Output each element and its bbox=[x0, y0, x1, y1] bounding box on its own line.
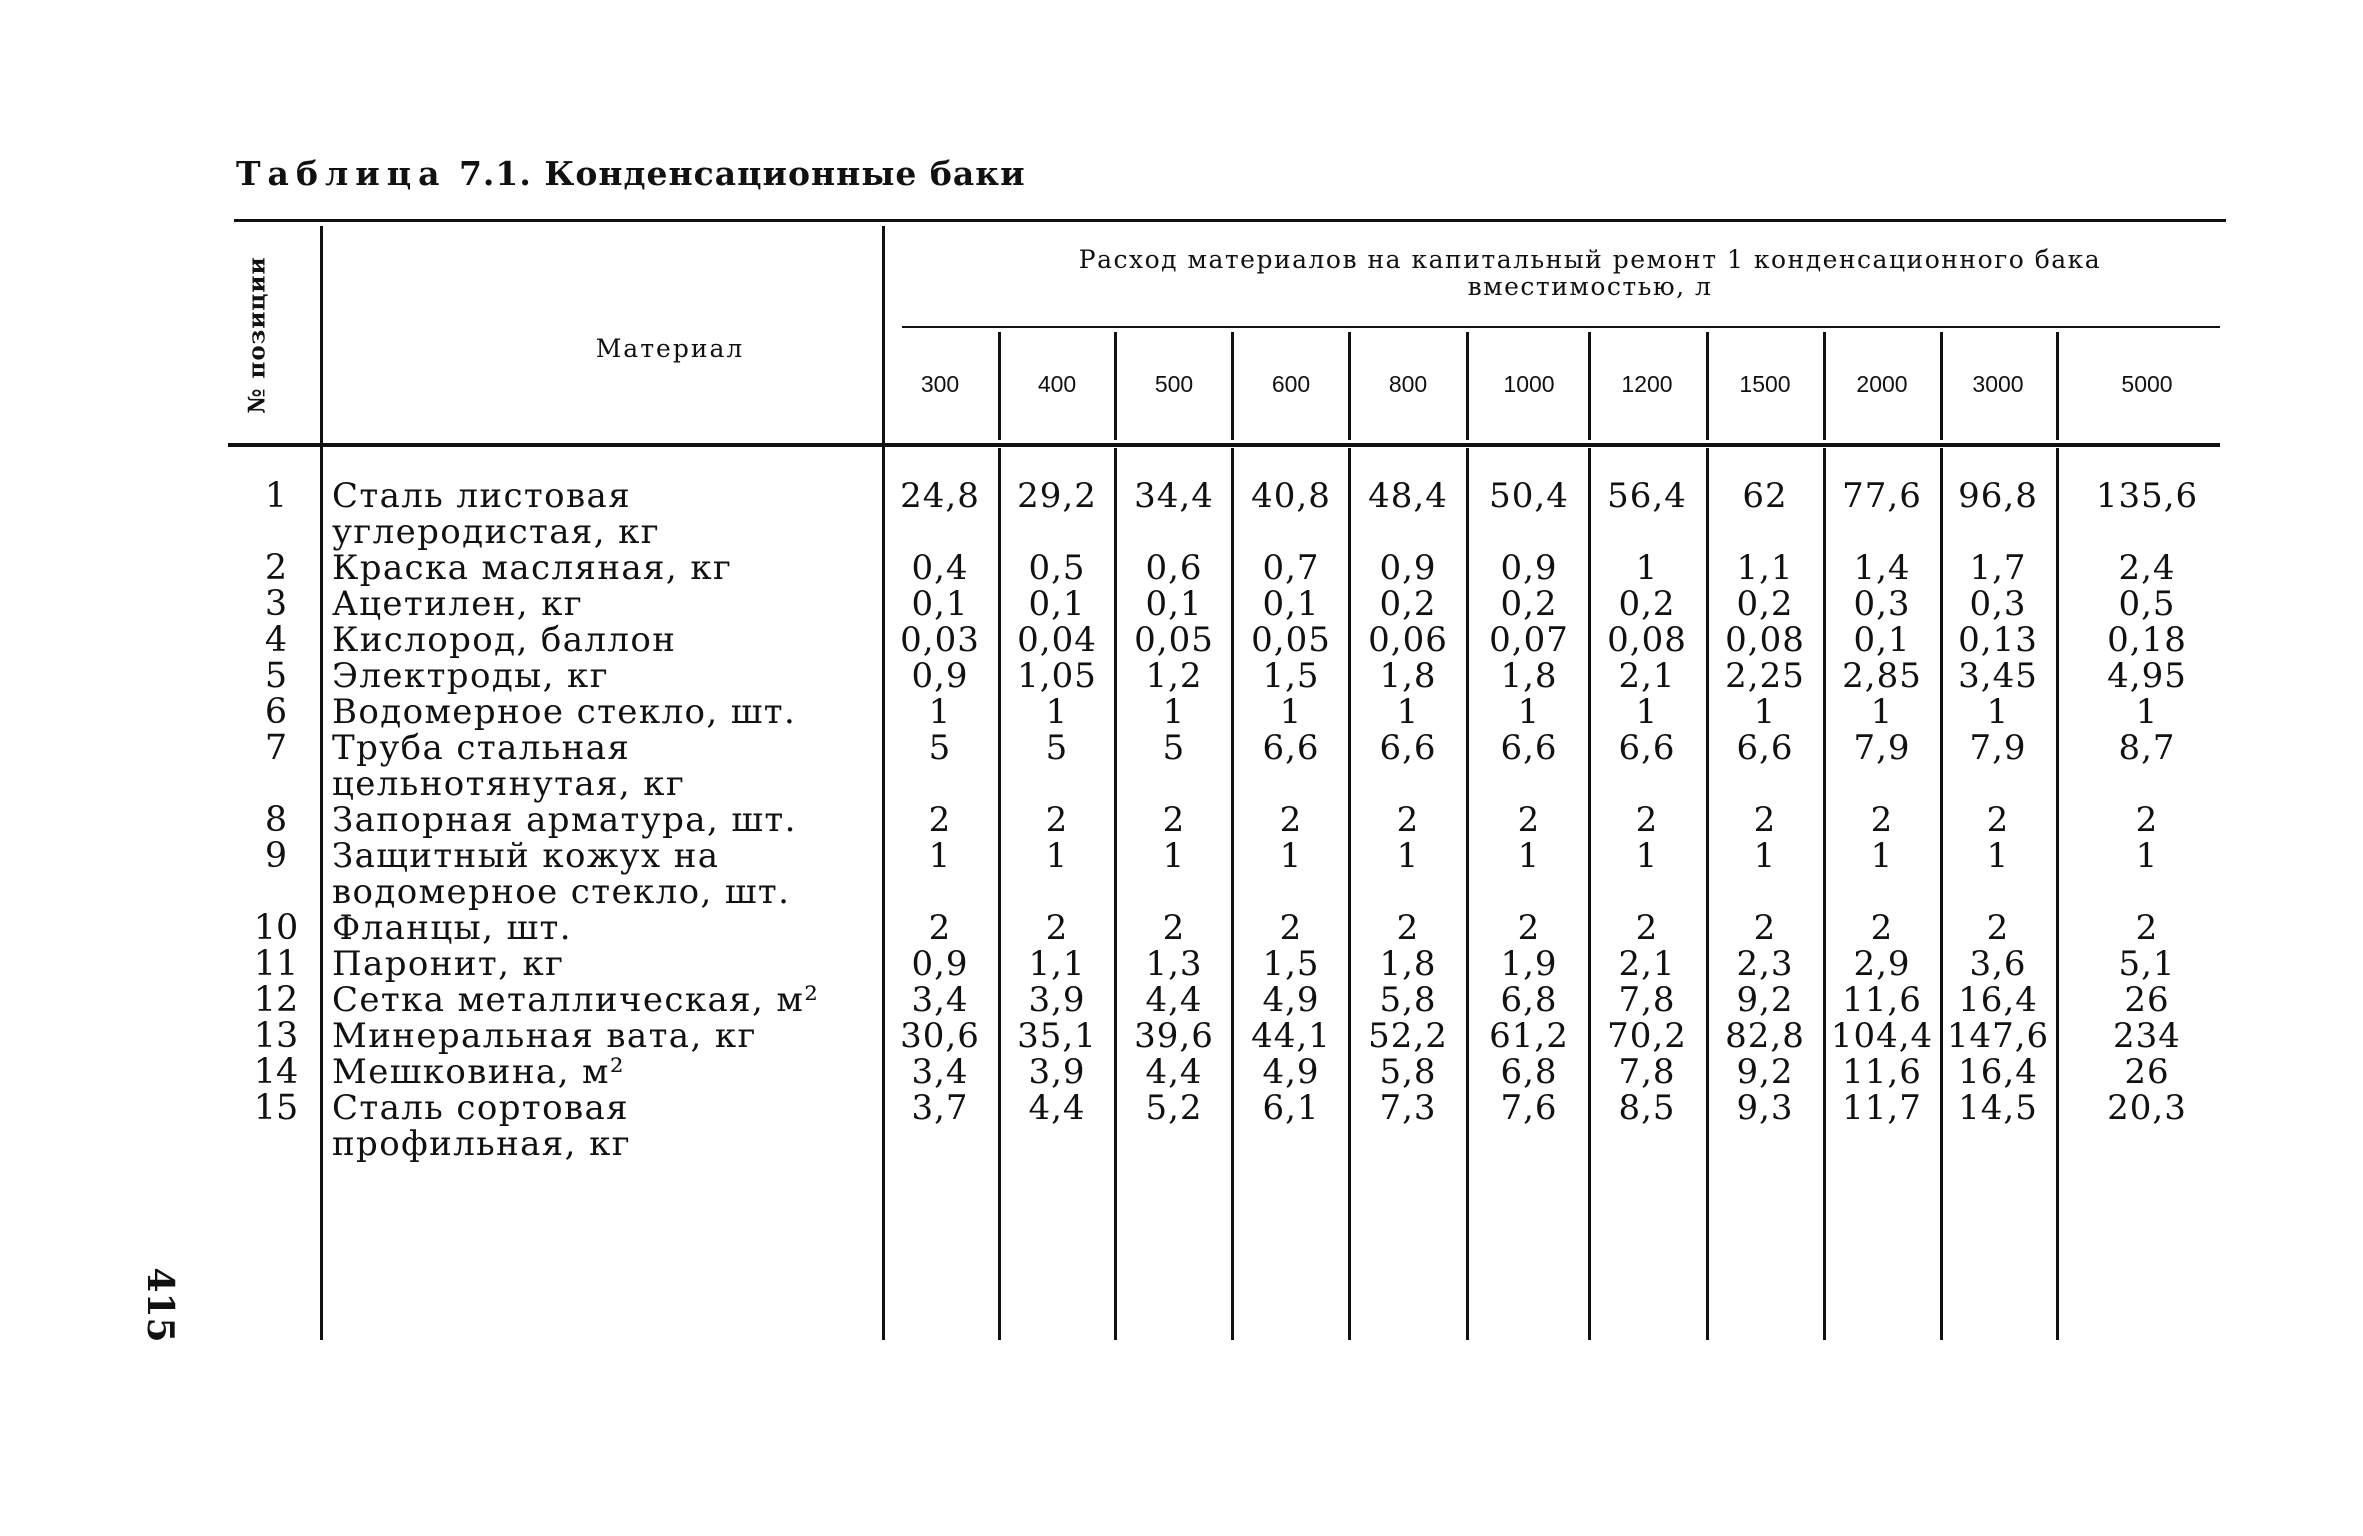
consumption-header-line2: вместимостью, л bbox=[1467, 272, 1713, 301]
value-cell: 2 bbox=[1870, 908, 1894, 948]
value-cell: 82,8 bbox=[1725, 1016, 1805, 1056]
value-cell: 1,3 bbox=[1145, 944, 1203, 984]
row-number: 13 bbox=[253, 1016, 299, 1056]
value-cell: 0,13 bbox=[1958, 620, 2038, 660]
value-cell: 11,6 bbox=[1842, 980, 1922, 1020]
value-cell: 3,4 bbox=[911, 980, 969, 1020]
value-cell: 2,9 bbox=[1853, 944, 1911, 984]
value-cell: 6,6 bbox=[1262, 728, 1320, 768]
value-cell: 0,9 bbox=[1500, 548, 1558, 588]
material-name: Кислород, баллон bbox=[332, 620, 677, 660]
value-cell: 0,08 bbox=[1725, 620, 1805, 660]
value-cell: 1 bbox=[1279, 836, 1303, 876]
volume-header: 1000 bbox=[1503, 371, 1555, 397]
value-cell: 77,6 bbox=[1842, 476, 1922, 516]
value-cell: 3,9 bbox=[1028, 1052, 1086, 1092]
value-cell: 3,4 bbox=[911, 1052, 969, 1092]
volume-header: 400 bbox=[1037, 371, 1077, 397]
row-number: 7 bbox=[264, 728, 288, 768]
material-column-header: Материал bbox=[595, 334, 745, 363]
volume-header: 500 bbox=[1154, 371, 1194, 397]
value-cell: 2,4 bbox=[2118, 548, 2176, 588]
value-cell: 0,2 bbox=[1500, 584, 1558, 624]
value-cell: 70,2 bbox=[1607, 1016, 1687, 1056]
value-cell: 1 bbox=[928, 836, 952, 876]
row-number: 8 bbox=[264, 800, 288, 840]
value-cell: 96,8 bbox=[1958, 476, 2038, 516]
value-cell: 7,3 bbox=[1379, 1088, 1437, 1128]
value-cell: 1 bbox=[1162, 836, 1186, 876]
value-cell: 16,4 bbox=[1958, 1052, 2038, 1092]
value-cell: 6,6 bbox=[1736, 728, 1794, 768]
value-cell: 4,4 bbox=[1145, 980, 1203, 1020]
value-cell: 0,05 bbox=[1251, 620, 1331, 660]
value-cell: 2 bbox=[1635, 908, 1659, 948]
value-cell: 5,8 bbox=[1379, 1052, 1437, 1092]
value-cell: 9,2 bbox=[1736, 980, 1794, 1020]
value-cell: 11,7 bbox=[1842, 1088, 1922, 1128]
value-cell: 4,9 bbox=[1262, 1052, 1320, 1092]
value-cell: 0,6 bbox=[1145, 548, 1203, 588]
value-cell: 24,8 bbox=[900, 476, 980, 516]
top-rule bbox=[234, 219, 2226, 222]
value-cell: 40,8 bbox=[1251, 476, 1331, 516]
value-cell: 0,7 bbox=[1262, 548, 1320, 588]
value-cell: 8,5 bbox=[1618, 1088, 1676, 1128]
volume-header: 1500 bbox=[1739, 371, 1791, 397]
volume-header: 600 bbox=[1271, 371, 1311, 397]
value-cell: 0,1 bbox=[1853, 620, 1911, 660]
value-cell: 0,4 bbox=[911, 548, 969, 588]
value-cell: 2 bbox=[1396, 800, 1420, 840]
value-cell: 0,9 bbox=[911, 944, 969, 984]
value-cell: 5 bbox=[1045, 728, 1069, 768]
column-divider bbox=[998, 332, 1001, 440]
value-cell: 62 bbox=[1742, 476, 1788, 516]
table-title-text: 7.1. Конденсационные баки bbox=[458, 154, 1026, 193]
value-cell: 104,4 bbox=[1830, 1016, 1934, 1056]
value-cell: 61,2 bbox=[1489, 1016, 1569, 1056]
value-cell: 44,1 bbox=[1251, 1016, 1331, 1056]
value-cell: 0,07 bbox=[1489, 620, 1569, 660]
material-name: Сталь сортовая профильная, кг bbox=[332, 1088, 631, 1164]
value-cell: 1 bbox=[1279, 692, 1303, 732]
value-cell: 14,5 bbox=[1958, 1088, 2038, 1128]
value-cell: 9,2 bbox=[1736, 1052, 1794, 1092]
value-cell: 5,1 bbox=[2118, 944, 2176, 984]
value-cell: 1 bbox=[1396, 692, 1420, 732]
value-cell: 16,4 bbox=[1958, 980, 2038, 1020]
value-cell: 29,2 bbox=[1017, 476, 1097, 516]
value-cell: 35,1 bbox=[1017, 1016, 1097, 1056]
value-cell: 0,05 bbox=[1134, 620, 1214, 660]
volume-header: 2000 bbox=[1856, 371, 1908, 397]
value-cell: 1 bbox=[2135, 836, 2159, 876]
value-cell: 7,9 bbox=[1969, 728, 2027, 768]
value-cell: 4,4 bbox=[1145, 1052, 1203, 1092]
value-cell: 1 bbox=[1986, 836, 2010, 876]
row-number: 4 bbox=[264, 620, 288, 660]
value-cell: 0,2 bbox=[1618, 584, 1676, 624]
material-name: Электроды, кг bbox=[332, 656, 609, 696]
value-cell: 2,3 bbox=[1736, 944, 1794, 984]
value-cell: 1 bbox=[928, 692, 952, 732]
value-cell: 2 bbox=[1396, 908, 1420, 948]
material-name: Мешковина, м² bbox=[332, 1052, 625, 1092]
column-divider bbox=[1706, 332, 1709, 440]
value-cell: 2 bbox=[2135, 908, 2159, 948]
value-cell: 5,8 bbox=[1379, 980, 1437, 1020]
value-cell: 6,6 bbox=[1379, 728, 1437, 768]
header-bottom-rule bbox=[228, 443, 2220, 447]
value-cell: 2,1 bbox=[1618, 944, 1676, 984]
material-name: Краска масляная, кг bbox=[332, 548, 733, 588]
column-divider bbox=[1231, 332, 1234, 440]
value-cell: 3,45 bbox=[1958, 656, 2038, 696]
volume-header: 300 bbox=[920, 371, 960, 397]
value-cell: 11,6 bbox=[1842, 1052, 1922, 1092]
value-cell: 4,95 bbox=[2107, 656, 2187, 696]
row-number: 11 bbox=[253, 944, 299, 984]
value-cell: 1,05 bbox=[1017, 656, 1097, 696]
row-number: 6 bbox=[264, 692, 288, 732]
value-cell: 5 bbox=[1162, 728, 1186, 768]
value-cell: 1 bbox=[1635, 692, 1659, 732]
value-cell: 2 bbox=[1162, 908, 1186, 948]
value-cell: 26 bbox=[2124, 980, 2170, 1020]
column-divider bbox=[2056, 332, 2059, 440]
value-cell: 56,4 bbox=[1607, 476, 1687, 516]
material-name: Сетка металлическая, м² bbox=[332, 980, 820, 1020]
value-cell: 7,8 bbox=[1618, 1052, 1676, 1092]
value-cell: 1 bbox=[1986, 692, 2010, 732]
material-name: Сталь листовая углеродистая, кг bbox=[332, 476, 661, 552]
value-cell: 1,5 bbox=[1262, 944, 1320, 984]
material-name: Паронит, кг bbox=[332, 944, 565, 984]
value-cell: 2 bbox=[1870, 800, 1894, 840]
value-cell: 1,7 bbox=[1969, 548, 2027, 588]
value-cell: 1 bbox=[1396, 836, 1420, 876]
value-cell: 0,2 bbox=[1379, 584, 1437, 624]
value-cell: 1,2 bbox=[1145, 656, 1203, 696]
value-cell: 0,9 bbox=[1379, 548, 1437, 588]
value-cell: 2 bbox=[1635, 800, 1659, 840]
value-cell: 4,4 bbox=[1028, 1088, 1086, 1128]
value-cell: 2 bbox=[1162, 800, 1186, 840]
value-cell: 2 bbox=[1045, 908, 1069, 948]
page-number: 415 bbox=[139, 1267, 181, 1343]
value-cell: 3,7 bbox=[911, 1088, 969, 1128]
column-divider bbox=[1940, 332, 1943, 440]
value-cell: 0,1 bbox=[911, 584, 969, 624]
value-cell: 1,1 bbox=[1028, 944, 1086, 984]
value-cell: 4,9 bbox=[1262, 980, 1320, 1020]
material-name: Водомерное стекло, шт. bbox=[332, 692, 797, 732]
row-number: 3 bbox=[264, 584, 288, 624]
value-cell: 6,6 bbox=[1500, 728, 1558, 768]
value-cell: 7,9 bbox=[1853, 728, 1911, 768]
volume-header: 800 bbox=[1388, 371, 1428, 397]
value-cell: 2 bbox=[928, 908, 952, 948]
value-cell: 1,8 bbox=[1379, 944, 1437, 984]
value-cell: 2,1 bbox=[1618, 656, 1676, 696]
value-cell: 0,3 bbox=[1969, 584, 2027, 624]
value-cell: 7,8 bbox=[1618, 980, 1676, 1020]
value-cell: 6,6 bbox=[1618, 728, 1676, 768]
value-cell: 0,1 bbox=[1262, 584, 1320, 624]
value-cell: 48,4 bbox=[1368, 476, 1448, 516]
row-number: 2 bbox=[264, 548, 288, 588]
material-name: Ацетилен, кг bbox=[332, 584, 584, 624]
value-cell: 1,5 bbox=[1262, 656, 1320, 696]
value-cell: 2,25 bbox=[1725, 656, 1805, 696]
value-cell: 0,08 bbox=[1607, 620, 1687, 660]
value-cell: 6,8 bbox=[1500, 980, 1558, 1020]
value-cell: 3,9 bbox=[1028, 980, 1086, 1020]
row-number: 5 bbox=[264, 656, 288, 696]
value-cell: 2,85 bbox=[1842, 656, 1922, 696]
value-cell: 1 bbox=[2135, 692, 2159, 732]
value-cell: 0,3 bbox=[1853, 584, 1911, 624]
value-cell: 8,7 bbox=[2118, 728, 2176, 768]
value-cell: 30,6 bbox=[900, 1016, 980, 1056]
table-title-label: Таблица bbox=[236, 154, 447, 193]
column-divider bbox=[320, 226, 323, 1340]
position-column-header: № позиции bbox=[243, 256, 271, 414]
value-cell: 1 bbox=[1517, 692, 1541, 732]
column-divider bbox=[2056, 448, 2059, 1340]
value-cell: 5 bbox=[928, 728, 952, 768]
value-cell: 1 bbox=[1045, 836, 1069, 876]
table-title bbox=[236, 154, 1026, 193]
volume-header: 5000 bbox=[2121, 371, 2173, 397]
value-cell: 7,6 bbox=[1500, 1088, 1558, 1128]
value-cell: 0,5 bbox=[2118, 584, 2176, 624]
value-cell: 0,5 bbox=[1028, 548, 1086, 588]
value-cell: 2 bbox=[1517, 908, 1541, 948]
value-cell: 20,3 bbox=[2107, 1088, 2187, 1128]
value-cell: 26 bbox=[2124, 1052, 2170, 1092]
material-name: Фланцы, шт. bbox=[332, 908, 572, 948]
column-divider bbox=[882, 226, 885, 1340]
value-cell: 0,04 bbox=[1017, 620, 1097, 660]
value-cell: 39,6 bbox=[1134, 1016, 1214, 1056]
volume-header: 3000 bbox=[1972, 371, 2024, 397]
value-cell: 1 bbox=[1753, 692, 1777, 732]
row-number: 9 bbox=[264, 836, 288, 876]
consumption-header bbox=[1030, 246, 2150, 300]
value-cell: 2 bbox=[1279, 800, 1303, 840]
value-cell: 6,1 bbox=[1262, 1088, 1320, 1128]
column-divider bbox=[1466, 448, 1469, 1340]
value-cell: 1,8 bbox=[1379, 656, 1437, 696]
value-cell: 52,2 bbox=[1368, 1016, 1448, 1056]
volume-header: 1200 bbox=[1621, 371, 1673, 397]
value-cell: 1,9 bbox=[1500, 944, 1558, 984]
value-cell: 2 bbox=[928, 800, 952, 840]
value-cell: 1 bbox=[1635, 548, 1659, 588]
value-cell: 135,6 bbox=[2095, 476, 2199, 516]
value-cell: 3,6 bbox=[1969, 944, 2027, 984]
consumption-header-line1: Расход материалов на капитальный ремонт 1 конденсационного бака bbox=[1078, 245, 2102, 274]
column-divider bbox=[1114, 332, 1117, 440]
value-cell: 0,9 bbox=[911, 656, 969, 696]
value-cell: 147,6 bbox=[1946, 1016, 2050, 1056]
value-cell: 0,18 bbox=[2107, 620, 2187, 660]
value-cell: 1 bbox=[1635, 836, 1659, 876]
value-cell: 1 bbox=[1753, 836, 1777, 876]
value-cell: 9,3 bbox=[1736, 1088, 1794, 1128]
value-cell: 0,1 bbox=[1028, 584, 1086, 624]
value-cell: 1 bbox=[1162, 692, 1186, 732]
value-cell: 34,4 bbox=[1134, 476, 1214, 516]
value-cell: 2 bbox=[1753, 908, 1777, 948]
value-cell: 234 bbox=[2113, 1016, 2181, 1056]
value-cell: 5,2 bbox=[1145, 1088, 1203, 1128]
value-cell: 0,03 bbox=[900, 620, 980, 660]
column-divider bbox=[1588, 332, 1591, 440]
value-cell: 1 bbox=[1870, 836, 1894, 876]
value-cell: 0,2 bbox=[1736, 584, 1794, 624]
row-number: 1 bbox=[264, 476, 288, 516]
column-divider bbox=[1823, 332, 1826, 440]
column-divider bbox=[1348, 332, 1351, 440]
material-name: Минеральная вата, кг bbox=[332, 1016, 757, 1056]
value-cell: 2 bbox=[1045, 800, 1069, 840]
value-cell: 2 bbox=[1517, 800, 1541, 840]
value-cell: 2 bbox=[1279, 908, 1303, 948]
value-cell: 1,4 bbox=[1853, 548, 1911, 588]
value-cell: 0,1 bbox=[1145, 584, 1203, 624]
value-cell: 1,8 bbox=[1500, 656, 1558, 696]
value-cell: 1,1 bbox=[1736, 548, 1794, 588]
value-cell: 2 bbox=[2135, 800, 2159, 840]
value-cell: 1 bbox=[1870, 692, 1894, 732]
material-name: Труба стальная цельнотянутая, кг bbox=[332, 728, 686, 804]
subheader-rule bbox=[902, 326, 2220, 328]
row-number: 15 bbox=[253, 1088, 299, 1128]
value-cell: 1 bbox=[1517, 836, 1541, 876]
material-name: Запорная арматура, шт. bbox=[332, 800, 797, 840]
value-cell: 6,8 bbox=[1500, 1052, 1558, 1092]
row-number: 10 bbox=[253, 908, 299, 948]
row-number: 14 bbox=[253, 1052, 299, 1092]
value-cell: 50,4 bbox=[1489, 476, 1569, 516]
value-cell: 2 bbox=[1986, 800, 2010, 840]
material-name: Защитный кожух на водомерное стекло, шт. bbox=[332, 836, 791, 912]
value-cell: 0,06 bbox=[1368, 620, 1448, 660]
value-cell: 1 bbox=[1045, 692, 1069, 732]
row-number: 12 bbox=[253, 980, 299, 1020]
column-divider bbox=[1466, 332, 1469, 440]
value-cell: 2 bbox=[1753, 800, 1777, 840]
value-cell: 2 bbox=[1986, 908, 2010, 948]
